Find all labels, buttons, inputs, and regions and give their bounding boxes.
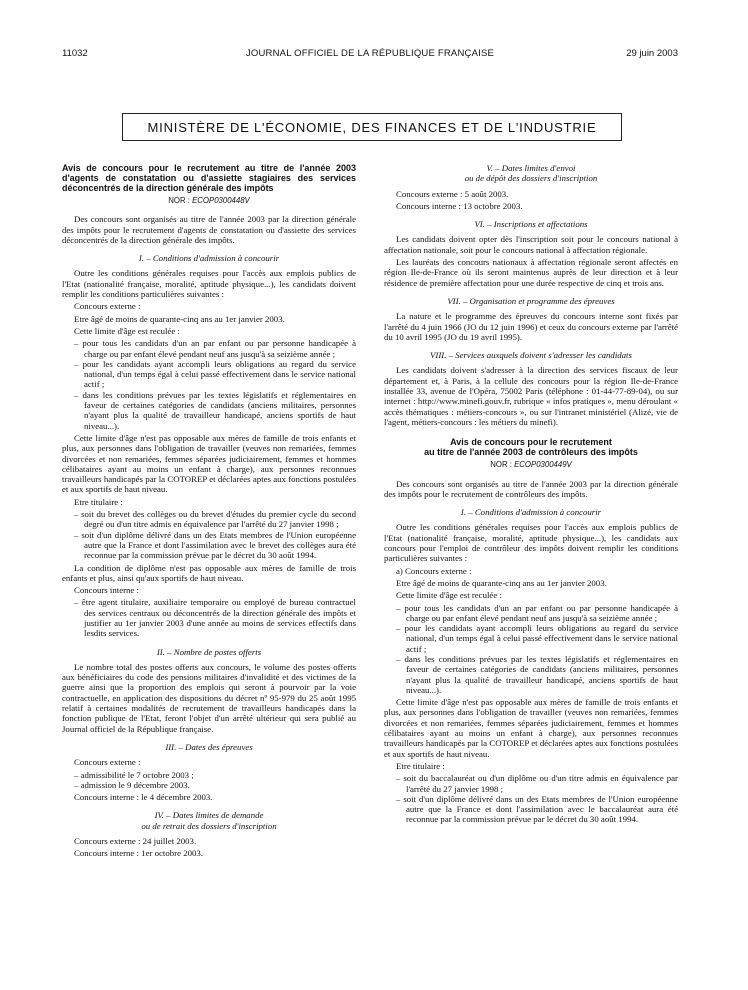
label: Concours externe : 24 juillet 2003. bbox=[74, 836, 197, 847]
bullet-list bbox=[62, 597, 356, 638]
avis2-title: Avis de concours pour le recrutement bbox=[450, 437, 612, 448]
label: Etre âgé de moins de quarante-cinq ans au 1er janvier 2003. bbox=[74, 313, 285, 324]
bullet-list bbox=[62, 509, 356, 560]
bullet-list bbox=[384, 773, 678, 824]
avis2-title-line2: au titre de l'année 2003 de contrôleurs des impôts bbox=[424, 447, 638, 458]
list-item: – pour les candidats ayant accompli leurs obligations au regard du service national, d'un temps égal à celui passé effectivement dans le service national actif ; bbox=[396, 623, 678, 654]
label: Cette limite d'âge est reculée : bbox=[74, 325, 180, 336]
label: Concours externe : bbox=[74, 757, 141, 768]
list-item: – admission le 9 décembre 2003. bbox=[74, 779, 190, 790]
paragraph: Les lauréats des concours nationaux à affectation régionale seront affectés en région Ile-de-France où ils seront maintenus auprès de leur direction et à leur résidence de première affectation pour une durée respective de cinq et trois ans. bbox=[384, 257, 678, 288]
section-title: IV. – Dates limites de demande bbox=[154, 810, 264, 821]
section-title: VIII. – Services auxquels doivent s'adresser les candidats bbox=[430, 350, 632, 361]
list-item: – soit d'un diplôme délivré dans un des Etats membres de l'Union européenne autre que la France et dont l'assimilation avec le brevet des collèges aura été reconnue par la commission prévue par le décret du 30 août 1994. bbox=[74, 529, 356, 561]
list-item: – admissibilité le 7 octobre 2003 ; bbox=[74, 769, 194, 780]
section-subtitle: ou de retrait des dossiers d'inscription bbox=[141, 820, 277, 831]
avis-title: Avis de concours pour le recrutement au titre de l'année 2003 d'agents de constatation ou d'assiette stagiaires des services déconcentrés de la direction générale des impôts bbox=[62, 163, 356, 193]
paragraph: Outre les conditions générales requises pour l'accès aux emplois publics de l'Etat (nationalité française, moralité, aptitude physique...), les candidats aux concours pour l'emploi de contrôleur des impôts doivent remplir les conditions particulières suivantes : bbox=[384, 522, 678, 564]
nor-reference bbox=[384, 460, 678, 470]
label: Concours interne : 13 octobre 2003. bbox=[396, 200, 523, 211]
paragraph: La nature et le programme des épreuves du concours interne sont fixés par l'arrêté du 4 juin 1966 (JO du 12 juin 1996) et ceux du concours externe par l'arrêté du 10 avril 1995 (JO du 19 avril 1995). bbox=[384, 311, 678, 342]
list-item: – dans les conditions prévues par les textes législatifs et réglementaires en faveur de certaines catégories de candidats (anciens militaires, personnes n'ayant plus la qualité de travailleur handicapé, anciens sportifs de haut niveau...). bbox=[396, 653, 678, 695]
label: Etre titulaire : bbox=[396, 760, 445, 771]
list-item: – pour tous les candidats d'un an par enfant ou par personne handicapée à charge ou par enfant élevé pendant neuf ans jusqu'à sa seizième année ; bbox=[396, 602, 678, 623]
paragraph: Les candidats doivent s'adresser à la direction des services fiscaux de leur département et, à Paris, à la cellule des concours pour la région Ile-de-France installée 33, avenue de l'Opéra, 75002 Paris (téléphone : 01-44-77-89-04), ou sur internet : http://www.minefi.gouv.fr, rubrique « infos pratiques », menu déroulant « accès thématiques : métiers-concours », ou sur l'intranet ministériel (Alizé, vie de l'agent, métiers-concours : les métiers du minefi). bbox=[384, 365, 678, 427]
section-title: III. – Dates des épreuves bbox=[165, 741, 253, 752]
bullet-list bbox=[62, 770, 356, 791]
list-item: – pour tous les candidats d'un an par enfant ou par personne handicapée à charge ou par enfant élevé pendant neuf ans jusqu'à sa seizième année ; bbox=[74, 338, 356, 359]
nor-code: ECOP0300449V bbox=[514, 460, 572, 470]
label: Cette limite d'âge est reculée : bbox=[396, 590, 502, 601]
section-title: II. – Nombre de postes offerts bbox=[156, 646, 262, 657]
nor-code: ECOP0300448V bbox=[192, 196, 250, 205]
intro-paragraph: Des concours sont organisés au titre de l'année 2003 par la direction générale des impôts pour le recrutement de contrôleurs des impôts. bbox=[384, 478, 678, 499]
list-item: – dans les conditions prévues par les textes législatifs et réglementaires en faveur de certaines catégories de candidats (anciens militaires, personnes n'ayant plus la qualité de travailleur handicapé, anciens sportifs de haut niveau...). bbox=[74, 389, 356, 431]
right-column bbox=[384, 163, 678, 827]
list-item: – être agent titulaire, auxiliaire temporaire ou employé de bureau contractuel des services centraux ou déconcentrés de la direction générale des impôts et justifier au 1er janvier 2003 d'une année au moins de services effectifs dans lesdits services. bbox=[74, 597, 356, 639]
label: a) Concours externe : bbox=[396, 565, 472, 576]
label: Concours externe : 5 août 2003. bbox=[396, 188, 509, 199]
section-title: V. – Dates limites d'envoi bbox=[486, 163, 576, 173]
label: Etre titulaire : bbox=[74, 496, 123, 507]
nor-label: NOR : bbox=[490, 460, 512, 470]
label: Etre âgé de moins de quarante-cinq ans au 1er janvier 2003. bbox=[396, 577, 607, 588]
list-item: – soit du baccalauréat ou d'un diplôme ou d'un titre admis en équivalence par l'arrêté du 27 janvier 1998 ; bbox=[396, 773, 678, 794]
label: Concours interne : bbox=[74, 585, 139, 596]
label: Concours interne : 1er octobre 2003. bbox=[74, 848, 203, 859]
nor-label: NOR : bbox=[168, 196, 190, 205]
list-item: – soit d'un diplôme délivré dans un des Etats membres de l'Union européenne autre que la France et dont l'assimilation avec le baccalauréat aura été reconnue par la commission prévue par le décret du 30 août 1994. bbox=[396, 793, 678, 825]
paragraph: La condition de diplôme n'est pas opposable aux mères de famille de trois enfants et plus, ainsi qu'aux sportifs de haut niveau. bbox=[62, 562, 356, 583]
journal-title: JOURNAL OFFICIEL DE LA RÉPUBLIQUE FRANÇAISE bbox=[245, 48, 495, 59]
list-item: – pour les candidats ayant accompli leurs obligations au regard du service national, d'un temps égal à celui passé effectivement dans le service national actif ; bbox=[74, 358, 356, 390]
section-title: VI. – Inscriptions et affectations bbox=[474, 219, 588, 230]
issue-date: 29 juin 2003 bbox=[626, 48, 678, 59]
left-column bbox=[62, 163, 356, 861]
bullet-list bbox=[384, 603, 678, 696]
label: Concours interne : le 4 décembre 2003. bbox=[74, 792, 213, 803]
paragraph: Les candidats doivent opter dès l'inscription soit pour le concours national à affectation nationale, soit pour le concours national à affectation régionale. bbox=[384, 234, 678, 255]
section-title: I. – Conditions d'admission à concourir bbox=[138, 253, 280, 264]
ministry-banner: MINISTÈRE DE L'ÉCONOMIE, DES FINANCES ET DE L'INDUSTRIE bbox=[122, 113, 622, 141]
page-number: 11032 bbox=[62, 48, 88, 59]
paragraph: Outre les conditions générales requises pour l'accès aux emplois publics de l'Etat (nationalité française, moralité, aptitude physique...), les candidats doivent remplir les conditions particulières suivantes : bbox=[62, 268, 356, 300]
bullet-list bbox=[62, 338, 356, 431]
list-item: – soit du brevet des collèges ou du brevet d'études du premier cycle du second degré ou d'un titre admis en équivalence par l'arrêté du 27 janvier 1998 ; bbox=[74, 509, 356, 530]
section-subtitle: ou de dépôt des dossiers d'inscription bbox=[464, 173, 598, 184]
paragraph: Le nombre total des postes offerts aux concours, le volume des postes offerts aux bénéficiaires du code des pensions militaires d'invalidité et des victimes de la guerre ainsi que la proportion des emplois qui seront à pourvoir par la voie contractuelle, en application des dispositions du décret nº 95-979 du 25 août 1995 relatif à certaines modalités de recrutement de travailleurs handicapés dans la fonction publique de l'Etat, feront l'objet d'un arrêté ultérieur qui sera publié au Journal officiel de la République française. bbox=[62, 661, 356, 734]
label: Concours externe : bbox=[74, 301, 141, 312]
paragraph: Cette limite d'âge n'est pas opposable aux mères de famille de trois enfants et plus, aux personnes dans l'obligation de travailler (veuves non remariées, femmes divorcées et non remariées, femmes séparées judiciairement, femmes et hommes célibataires ayant au moins un enfant à charge), aux personnes reconnues travailleurs handicapés par la COTOREP et déclarées aptes aux fonctions postulées et aux sportifs de haut niveau. bbox=[384, 697, 678, 759]
section-title: I. – Conditions d'admission à concourir bbox=[460, 507, 602, 518]
nor-reference bbox=[62, 196, 356, 206]
section-title: VII. – Organisation et programme des épreuves bbox=[447, 295, 615, 306]
intro-paragraph: Des concours sont organisés au titre de l'année 2003 par la direction générale des impôts pour le recrutement d'agents de constatation ou d'assiette des services déconcentrés de la direction générale des impôts. bbox=[62, 214, 356, 245]
paragraph: Cette limite d'âge n'est pas opposable aux mères de famille de trois enfants et plus, aux personnes dans l'obligation de travailler (veuves non remariées, femmes divorcées et non remariées, femmes séparées judiciairement, femmes et hommes célibataires ayant au moins un enfant à charge), aux personnes reconnues travailleurs handicapés par la COTOREP et déclarées aptes aux fonctions postulées et aux sportifs de haut niveau. bbox=[62, 432, 356, 495]
